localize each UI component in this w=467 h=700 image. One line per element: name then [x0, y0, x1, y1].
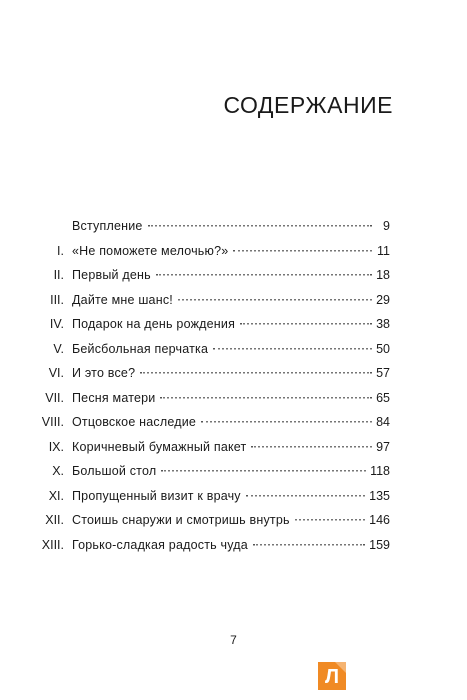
- chapter-page: 65: [376, 390, 390, 405]
- chapter-title: «Не поможете мелочью?»: [72, 243, 229, 258]
- toc-entry: [0, 313, 467, 335]
- chapter-number: VI.: [48, 366, 64, 380]
- chapter-title: Первый день: [72, 268, 151, 282]
- toc-entry: [0, 460, 467, 482]
- dot-leader: [201, 421, 372, 423]
- dot-leader: [148, 225, 372, 227]
- toc-entry-line: [72, 460, 390, 482]
- dot-leader: [156, 274, 372, 276]
- dot-leader: [160, 396, 372, 398]
- dot-leader: [240, 323, 372, 325]
- chapter-page: 97: [376, 439, 390, 454]
- dot-leader: [295, 519, 365, 521]
- chapter-number: I.: [57, 243, 64, 258]
- dot-leader: [178, 298, 372, 300]
- dot-leader: [246, 494, 365, 496]
- toc-entry-line: [72, 289, 390, 311]
- chapter-number: VIII.: [41, 415, 64, 429]
- toc-entry-line: [72, 264, 390, 286]
- toc-entry: [0, 411, 467, 433]
- chapter-title: Большой стол: [72, 464, 157, 478]
- toc-entry: [0, 387, 467, 409]
- toc-entry: [0, 362, 467, 384]
- chapter-number: XI.: [48, 488, 64, 503]
- chapter-page: 84: [376, 415, 390, 429]
- chapter-title: Песня матери: [72, 390, 156, 405]
- toc-entry: [0, 534, 467, 556]
- toc-entry-line: [72, 362, 390, 384]
- dot-leader: [140, 372, 372, 374]
- toc-entry: [0, 436, 467, 458]
- chapter-title: Подарок на день рождения: [72, 317, 236, 331]
- chapter-number: II.: [53, 268, 64, 282]
- chapter-page: 57: [376, 366, 390, 380]
- chapter-number: XIII.: [41, 537, 64, 552]
- page-number: 7: [230, 633, 237, 647]
- chapter-number: V.: [53, 341, 64, 356]
- dot-leader: [161, 470, 366, 472]
- dot-leader: [253, 543, 365, 545]
- chapter-title: Бейсбольная перчатка: [72, 341, 209, 356]
- toc-entry-line: [72, 485, 390, 507]
- chapter-title: Стоишь снаружи и смотришь внутрь: [72, 513, 290, 527]
- toc-entry-line: [72, 411, 390, 433]
- toc-entry: [0, 240, 467, 262]
- dot-leader: [251, 445, 372, 447]
- chapter-page: 135: [369, 488, 390, 503]
- chapter-page: 146: [369, 513, 390, 527]
- chapter-number: IV.: [49, 317, 64, 331]
- toc-entry: [0, 264, 467, 286]
- toc-entry-line: [72, 509, 390, 531]
- chapter-number: VII.: [45, 390, 64, 405]
- toc-entry: [0, 289, 467, 311]
- toc-entry: [0, 338, 467, 360]
- toc-entry-line: [72, 240, 390, 262]
- toc-entry-line: [72, 215, 390, 237]
- chapter-number: IX.: [48, 439, 64, 454]
- chapter-title: Коричневый бумажный пакет: [72, 439, 247, 454]
- chapter-page: 9: [383, 219, 390, 233]
- toc-entry: [0, 215, 467, 237]
- publisher-logo-icon: [318, 662, 346, 690]
- toc-entry-line: [72, 436, 390, 458]
- toc-entry-line: [72, 313, 390, 335]
- dot-leader: [233, 249, 372, 251]
- chapter-title: Горько-сладкая радость чуда: [72, 537, 248, 552]
- chapter-page: 50: [376, 341, 390, 356]
- chapter-title: Пропущенный визит к врачу: [72, 488, 241, 503]
- toc-entry-line: [72, 387, 390, 409]
- chapter-page: 159: [369, 537, 390, 552]
- chapter-page: 38: [376, 317, 390, 331]
- chapter-title: Вступление: [72, 219, 143, 233]
- chapter-title: Отцовское наследие: [72, 415, 197, 429]
- chapter-page: 118: [370, 464, 390, 478]
- chapter-page: 29: [376, 292, 390, 307]
- dot-leader: [213, 347, 372, 349]
- toc-entry: [0, 485, 467, 507]
- chapter-title: И это все?: [72, 366, 136, 380]
- logo-letter: Л: [324, 666, 340, 688]
- chapter-number: III.: [50, 292, 64, 307]
- toc-entry: [0, 509, 467, 531]
- chapter-title: Дайте мне шанс!: [72, 292, 173, 307]
- chapter-number: X.: [52, 464, 64, 478]
- chapter-number: XII.: [45, 513, 64, 527]
- chapter-page: 11: [377, 243, 390, 258]
- page-title: СОДЕРЖАНИЕ: [223, 92, 393, 118]
- toc-entry-line: [72, 338, 390, 360]
- toc-entry-line: [72, 534, 390, 556]
- chapter-page: 18: [376, 268, 390, 282]
